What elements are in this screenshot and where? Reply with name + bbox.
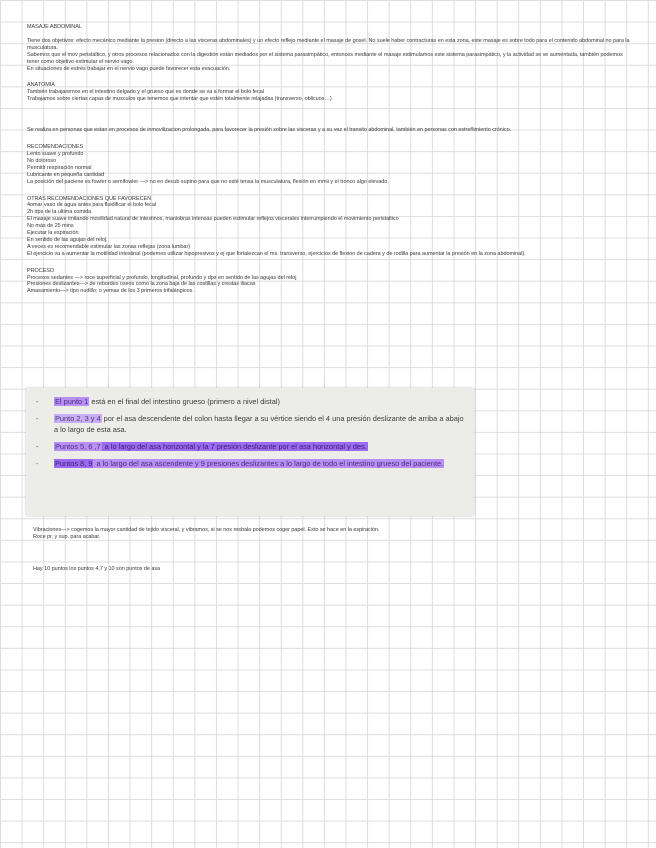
- paragraph: Roce pr. y sup. para acabar.: [33, 533, 101, 540]
- section-heading: ANATOMIA: [27, 82, 55, 89]
- list-item: 2h dps de la ultima comida: [27, 209, 92, 216]
- list-item: Presiones deslizantes—> de rebordes oseos como la zona baja de las costillas y crestas iliacas: [27, 281, 256, 288]
- notes-page: [27, 24, 635, 305]
- bullet-dash: -: [36, 414, 39, 424]
- page-title: MASAJE ABDOMINAL: [27, 24, 82, 30]
- list-item: Permitir respiración normal: [27, 164, 92, 171]
- paragraph: También trabajaremos en el intestino delgado y el grueso que es donde se va a formar el bolo fecal: [27, 89, 264, 96]
- after-photo-section: [33, 527, 633, 541]
- highlighted-text: Punto 2, 3 y 4: [55, 414, 101, 424]
- paragraph: Trabajamos sobre ciertas capas de musculos que tenemos que intentar que estén totalmente relajadas (transverso, oblicuos…): [27, 96, 332, 103]
- anatomia-section: [27, 82, 635, 103]
- list-item: El masaje suave imitando movilidad natural de intestinos, maniobras intensas pueden estimular reflejos viscerales interrumpiendo el movimiento peristaltico: [27, 216, 399, 223]
- paragraph: En situaciones de estrés trabajar en el nervio vago puede favorecer esta evacuación.: [27, 65, 231, 72]
- list-item: No más de 25 mins: [27, 223, 74, 230]
- intro-section: [27, 24, 635, 72]
- bullet-dash: -: [36, 459, 39, 469]
- section-heading: OTRAS RECOMENDACIONES QUE FAVORECEN: [27, 195, 152, 202]
- highlighted-text: Puntos 5, 6 ,7: [55, 441, 101, 451]
- highlighted-text: a lo largo del asa ascendente y 9 presiones deslizantes a lo largo de todo el intestino grueso del paciente.: [94, 459, 444, 469]
- section-heading: PROCESO: [27, 267, 55, 274]
- indicacion-section: [27, 127, 635, 134]
- paragraph: Se realiza en personas que estan en procesos de inmovilizacion prolongada, para favorecer la presión sobre las visceras y a su vez el transito abdominal, también en personas con estreñimiento crónico.: [27, 127, 512, 134]
- list-item: No doloroso: [27, 157, 57, 164]
- otras-section: [27, 196, 635, 258]
- photo-bullet-row: [36, 459, 464, 469]
- photo-text: está en el final del intestino grueso (primero a nivel distal): [89, 397, 280, 406]
- list-item: En sentido de las agujas del reloj.: [27, 236, 108, 243]
- photo-bullet-row: [36, 397, 464, 407]
- photo-bullet-row: [36, 441, 464, 452]
- paragraph: Tiene dos objetivos: efecto mecánico mediante la presion (directo a las visceras abdominales) y un efecto reflejo mediante el masaje de gosel. No suele haber contracturas en esta zona, este masaje es sobre todo para el contenido abdominal no para la musculatura.: [27, 37, 630, 51]
- bullet-dash: -: [36, 441, 39, 451]
- highlighted-text: El punto 1: [55, 397, 89, 406]
- list-item: Ejecutar la espiración: [27, 230, 79, 237]
- highlighted-text: a lo largo del asa horizontal y la 7 presión deslizante por el asa horizontal y des.: [102, 441, 367, 451]
- list-item: La posición del paciene es fowler o semifowler —> no en decub supino para que no esté tensa la musculatura, flexión en mmii y el tronco algo elevado.: [27, 178, 389, 185]
- paragraph: Sabemos que el mov peristáltico, y otros procesos relacionados con la digestión están mediados por el sistema parasimpático, entonces mediante el masaje estimulamos este sistema parasimpático, y la actividad se ve aumentada, también podemos tener como objetivo estimular el nervio vago.: [27, 51, 623, 65]
- list-item: Procesos sedantes —> roce superficial y profundo, longitudinal, profundo y dps en sentido de las agujas del reloj: [27, 274, 297, 281]
- highlighted-text: Puntos 8, 9: [55, 459, 93, 469]
- list-item: Lubricante en pequeña cantidad: [27, 171, 105, 178]
- recomendaciones-section: [27, 144, 635, 185]
- list-item: 4omar vaso de agua antes para fluidificar el bolo fecal: [27, 202, 157, 209]
- section-heading: RECOMENDACIONES: [27, 144, 84, 151]
- list-item: Lento suave y profundo: [27, 150, 84, 157]
- list-item: A veces es recomendable estimular las zonas reflejas (zona lumbar): [27, 243, 191, 250]
- photo-text: por el asa descendente del colon hasta llegar a su vértice siendo el 4 una presión deslizante de arriba a abajo a lo largo de esta asa.: [54, 414, 464, 434]
- photo-bullet-row: [36, 414, 464, 435]
- list-item: Amasamiento—> tipo nudillo; o yemas de los 3 primeros trifalángicos.: [27, 288, 194, 295]
- pasted-photo: [26, 388, 474, 516]
- paragraph: Vibraciones—> cogemos la mayor cantidad de tejido visceral, y vibramos, si se nos resbala podemos coger papel. Esto se hace en la espiración.: [33, 527, 380, 533]
- bullet-dash: -: [36, 397, 39, 406]
- final-note: Hay 10 puntos los puntos 4,7 y 10 son puntos de asa: [33, 566, 161, 572]
- list-item: El ejercicio va a aumentar la motilidad intestinal (podemos utilizar hipopresivos y ej que fortalezcan el ms. transverso, ejercicios de flexion de cadera y de rodilla para aumentar la presión en la zona abdominal).: [27, 250, 526, 257]
- proceso-section: [27, 268, 635, 296]
